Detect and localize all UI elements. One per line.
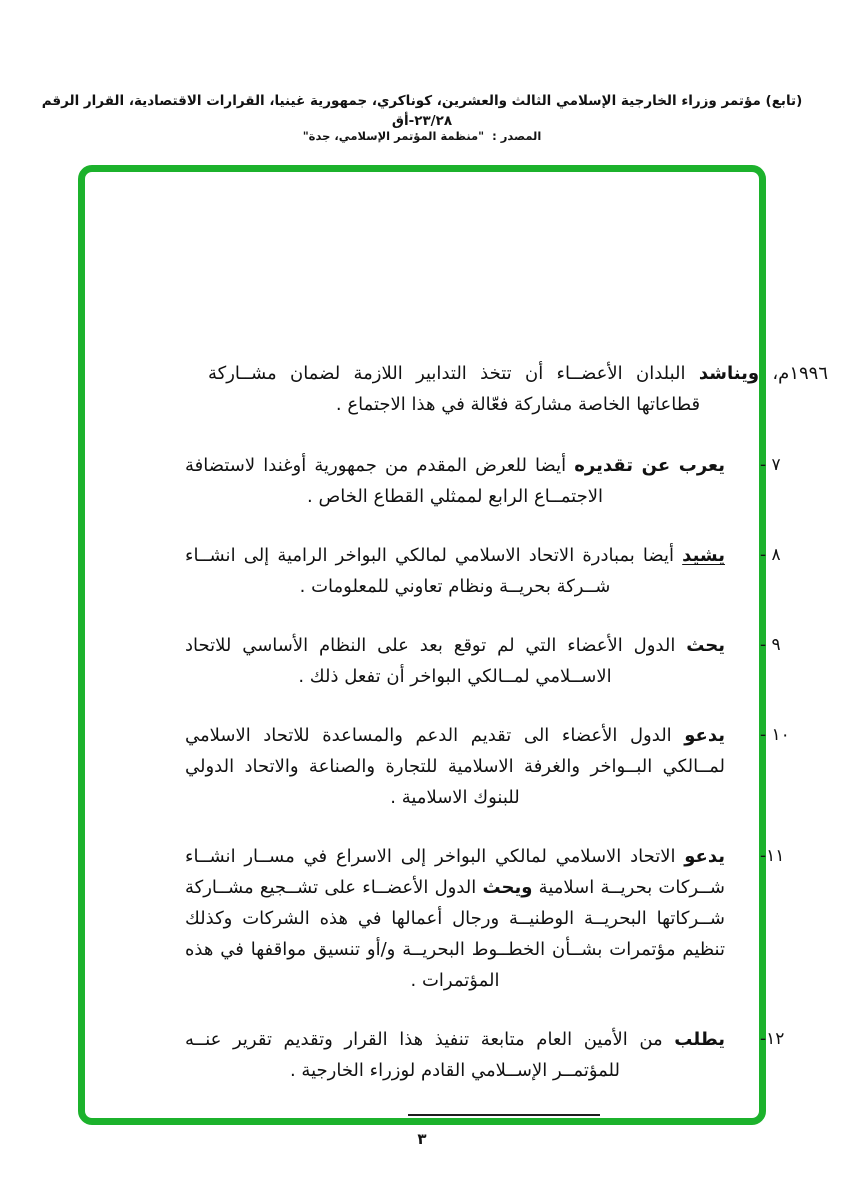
resolution-item: [185, 630, 828, 692]
item-number: ١١-: [760, 846, 785, 866]
item-text: [185, 1024, 760, 1086]
resolution-item: [185, 720, 828, 813]
item-text: [185, 841, 760, 996]
item-text-segment: ١٩٩٦م،: [759, 363, 828, 384]
item-text-segment: أيضا بمبادرة الاتحاد الاسلامي لمالكي البواخر الرامية إلى انشــاء شــركة بحريــة ونظام تعاوني للمعلومات .: [185, 545, 683, 597]
resolution-content: [185, 358, 828, 1116]
item-text-segment: من الأمين العام متابعة تنفيذ هذا القرار وتقديم تقرير عنــه للمؤتمــر الإســلامي القادم لوزراء الخارجية .: [185, 1029, 675, 1081]
item-text: [185, 540, 760, 602]
item-keyword: ويناشد: [698, 363, 760, 384]
item-number: ٧ -: [760, 455, 781, 475]
resolution-item: [185, 450, 828, 512]
item-text-segment: الاتحاد الاسلامي لمالكي البواخر إلى الاسراع في مســار انشــاء شــركات بحريــة اسلامية: [185, 846, 725, 898]
item-text: [185, 720, 760, 813]
resolution-items: [185, 450, 828, 1086]
item-number: ٨ -: [760, 545, 781, 565]
item-keyword: يدعو: [684, 846, 725, 867]
header-source: المصدر : "منظمة المؤتمر الإسلامي، جدة": [302, 129, 542, 143]
header-title: (تابع) مؤتمر وزراء الخارجية الإسلامي الثالث والعشرين، كوناكري، جمهورية غينيا، القرارات الاقتصادية، القرار الرقم ٢٣/٢٨-أق: [41, 93, 803, 129]
end-divider: [408, 1114, 600, 1116]
intro-paragraph: [208, 358, 828, 420]
item-text-segment: البلدان الأعضــاء أن تتخذ التدابير اللازمة لضمان مشــاركة قطاعاتها الخاصة مشاركة فعّالة في هذا الاجتماع .: [208, 363, 701, 415]
item-keyword: يدعو: [684, 725, 725, 746]
resolution-item: [185, 540, 828, 602]
item-number: ١٢-: [760, 1029, 785, 1049]
item-text-segment: أيضا للعرض المقدم من جمهورية أوغندا لاستضافة الاجتمــاع الرابع لممثلي القطاع الخاص .: [185, 455, 603, 507]
item-keyword: يطلب: [674, 1029, 725, 1050]
item-keyword: يشيد: [682, 545, 725, 566]
item-keyword: ويحث: [482, 877, 533, 898]
resolution-item: [185, 1024, 828, 1086]
item-number: ١٠ -: [760, 725, 790, 745]
item-text-segment: الدول الأعضــاء على تشــجيع مشــاركة شــركاتها البحريــة الوطنيــة ورجال أعمالها في هذه الشركات وكذلك تنظيم مؤتمرات بشــأن الخطــوط البحريــة و/أو تنسيق مواقفها في هذه المؤتمرات .: [185, 877, 725, 991]
page-number: ٣: [417, 1130, 427, 1148]
content-border-box: [78, 165, 828, 1125]
item-text-segment: الدول الأعضاء الى تقديم الدعم والمساعدة للاتحاد الاسلامي لمــالكي البــواخر والغرفة الاسلامية للتجارة والصناعة والاتحاد الدولي للبنوك الاسلامية .: [185, 725, 725, 808]
item-keyword: يحث: [686, 635, 725, 656]
item-number: ٩ -: [760, 635, 781, 655]
item-text: [185, 630, 760, 692]
item-text-segment: الدول الأعضاء التي لم توقع بعد على النظام الأساسي للاتحاد الاســلامي لمــالكي البواخر أن تفعل ذلك .: [185, 635, 687, 687]
resolution-item: [185, 841, 828, 996]
item-text: [185, 450, 760, 512]
item-keyword: يعرب عن تقديره: [574, 455, 725, 476]
